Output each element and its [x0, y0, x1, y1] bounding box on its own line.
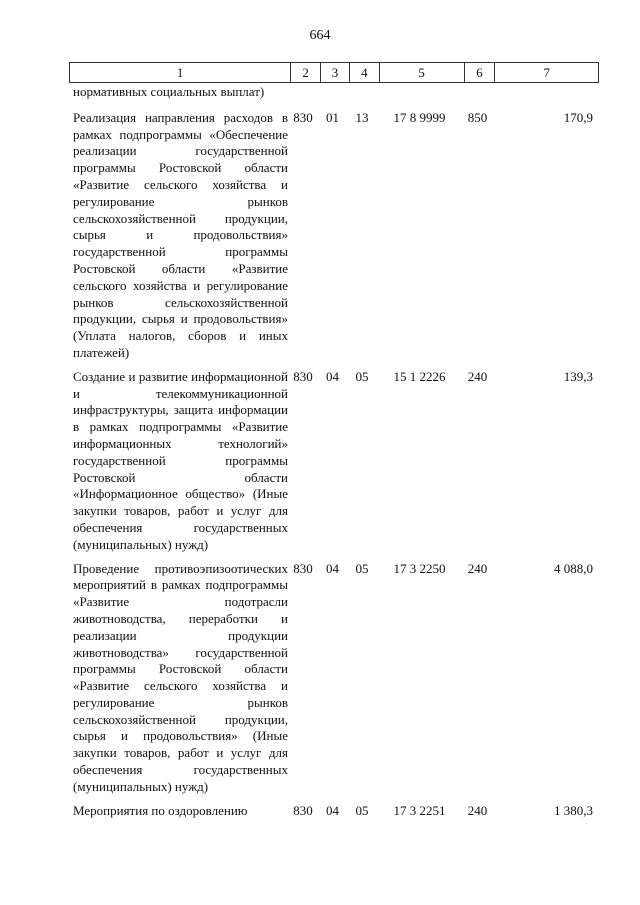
row-subsection-code: 05 — [355, 802, 369, 818]
row-section-code: 04 — [326, 368, 339, 384]
row-target-code: 17 3 2251 — [393, 802, 446, 818]
row-target-code — [377, 84, 462, 101]
column-header-3: 3 — [321, 63, 350, 82]
row-description: Реализация направления расходов в рамках подпрограммы «Обеспечение реализации государственной программы Ростовской области «Развитие сельского хозяйства и регулирование рынков сельскохозяйственной продукции, сырья и продовольствия» государственной программы Ростовской области «Развитие сельского хозяйства и регулирование рынков сельскохозяйственной продукции, сырья и продовольствия» (Уплата налогов, сборов и иных платежей) — [73, 109, 288, 360]
row-section-code: 01 — [326, 109, 339, 125]
table-row — [69, 803, 599, 820]
table-row — [69, 84, 599, 101]
table-row — [69, 110, 599, 362]
row-expense-type: 240 — [467, 368, 488, 384]
row-expense-type: 240 — [467, 560, 488, 576]
row-section-code: 04 — [326, 560, 339, 576]
row-subsection-code: 05 — [355, 368, 369, 384]
row-amount — [493, 84, 596, 101]
table-header — [69, 62, 599, 83]
column-header-1: 1 — [70, 63, 291, 82]
row-amount: 1 380,3 — [554, 802, 593, 818]
page-number: 664 — [309, 28, 331, 43]
row-section-code — [318, 84, 347, 101]
row-ministry-code: 830 — [293, 560, 313, 576]
row-ministry-code: 830 — [293, 109, 313, 125]
column-header-2: 2 — [291, 63, 321, 82]
table-row — [69, 369, 599, 554]
row-description: Создание и развитие информационной и телекоммуникационной инфраструктуры, защита информации в рамках подпрограммы «Развитие информационных технологий» государственной программы Ростовской области «Информационное общество» (Иные закупки товаров, работ и услуг для обеспечения государственных (муниципальных) нужд) — [73, 368, 288, 552]
row-subsection-code — [347, 84, 377, 101]
row-amount: 4 088,0 — [554, 560, 593, 576]
row-subsection-code: 13 — [355, 109, 369, 125]
row-description: Проведение противоэпизоотических мероприятий в рамках подпрограммы «Развитие подотрасли животноводства, переработки и реализации продукции животноводства» государственной программы Ростовской области «Развитие сельского хозяйства и регулирование рынков сельскохозяйственной продукции, сырья и продовольствия» (Иные закупки товаров, работ и услуг для обеспечения государственных (муниципальных) нужд) — [73, 560, 288, 794]
row-target-code: 17 8 9999 — [393, 109, 446, 125]
column-header-5: 5 — [380, 63, 465, 82]
column-header-7: 7 — [543, 65, 550, 80]
row-expense-type — [462, 84, 493, 101]
row-description: нормативных социальных выплат) — [73, 84, 265, 99]
row-ministry-code: 830 — [293, 368, 313, 384]
row-ministry-code — [288, 84, 318, 101]
row-expense-type: 850 — [467, 109, 488, 125]
row-amount: 170,9 — [563, 109, 593, 125]
row-subsection-code: 05 — [355, 560, 369, 576]
table-body — [69, 84, 599, 819]
row-ministry-code: 830 — [293, 802, 313, 818]
row-expense-type: 240 — [467, 802, 488, 818]
row-description: Мероприятия по оздоровлению — [73, 802, 248, 818]
row-target-code: 15 1 2226 — [393, 368, 446, 384]
row-amount: 139,3 — [563, 368, 593, 384]
row-section-code: 04 — [326, 802, 339, 818]
column-header-6: 6 — [465, 63, 496, 82]
row-target-code: 17 3 2250 — [393, 560, 446, 576]
table-row — [69, 561, 599, 796]
column-header-4: 4 — [350, 63, 380, 82]
